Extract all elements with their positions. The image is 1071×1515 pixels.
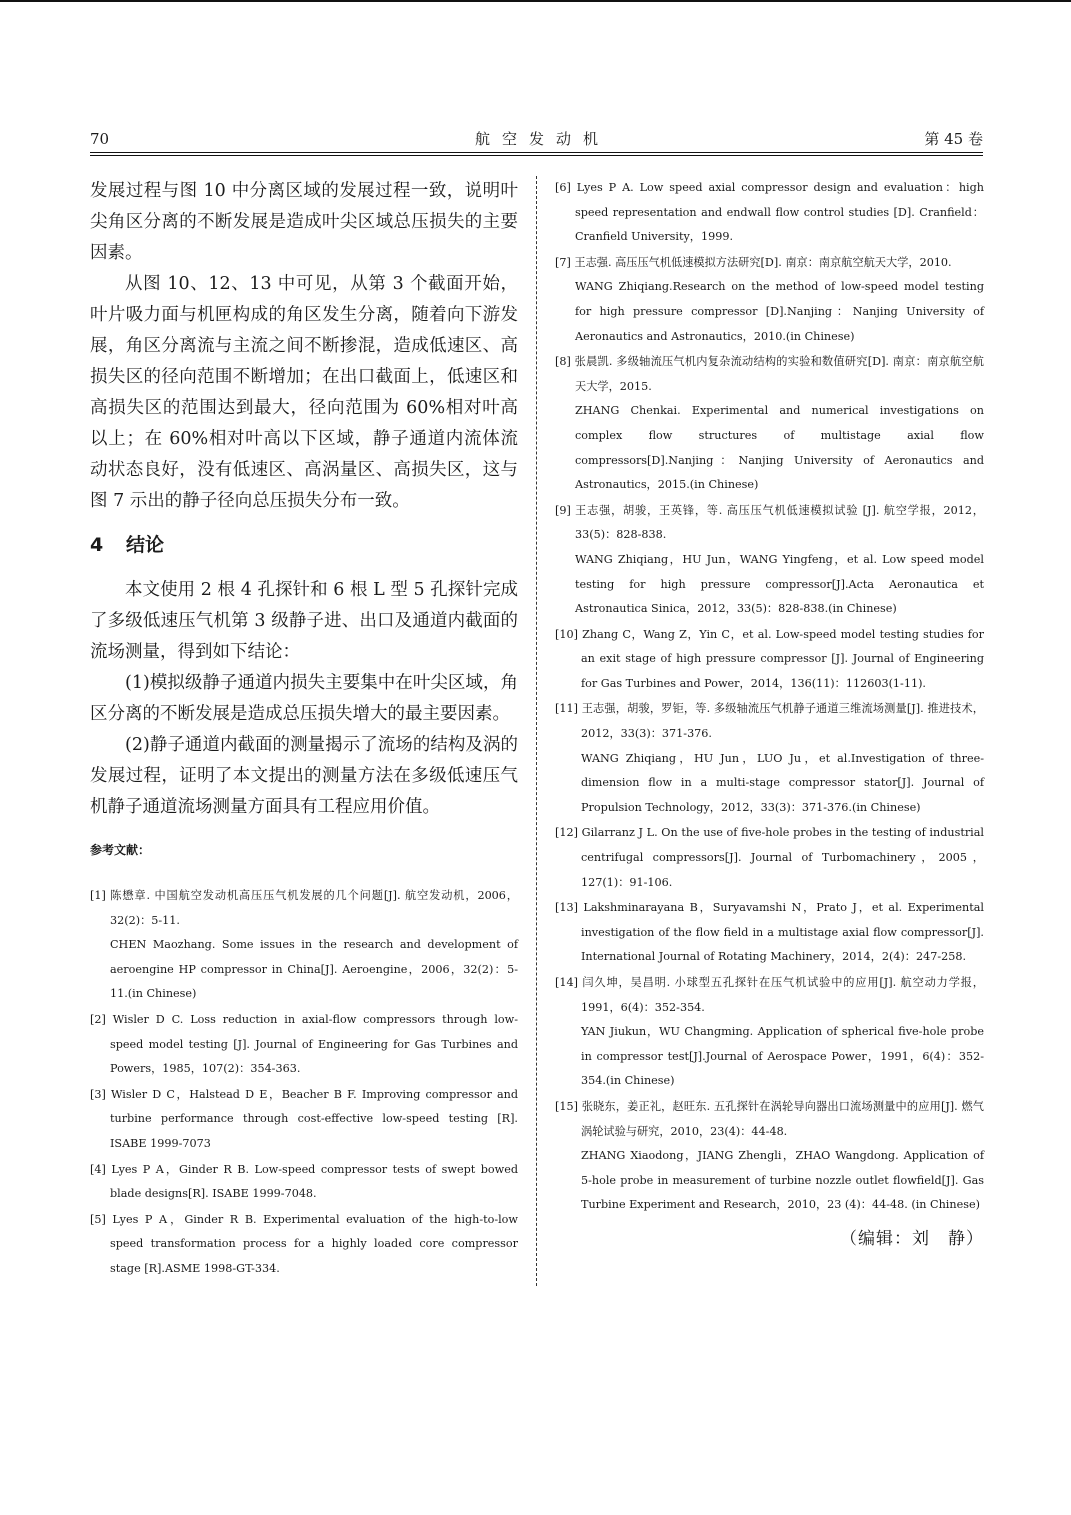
reference-item — [555, 499, 984, 622]
reference-translation: WANG Zhiqiang，HU Jun，WANG Yingfeng，et al. Low speed model testing for high pressure compressor[J].Acta Aeronautica et Astronautica Sinica，2012，33(5)：828-838.(in Chinese) — [575, 552, 984, 616]
reference-text: [2] Wisler D C. Loss reduction in axial-flow compressors through low-speed model testing [J]. Journal of Engineering for Gas Turbines and Powers，1985，107(2)：354-363. — [90, 1012, 518, 1076]
reference-item — [555, 176, 984, 250]
reference-item — [555, 821, 984, 895]
conclusion-paragraph: (2)静子通道内截面的测量揭示了流场的结构及涡的发展过程，证明了本文提出的测量方法在多级低速压气机静子通道流场测量方面具有工程应用价值。 — [90, 735, 518, 817]
reference-text: [5] Lyes P A，Ginder R B. Experimental evaluation of the high-to-low speed transformation process for a highly loaded core compressor stage [R].ASME 1998-GT-334. — [90, 1212, 518, 1275]
reference-item — [555, 896, 984, 970]
reference-item — [90, 1083, 518, 1157]
reference-translation: YAN Jiukun，WU Changming. Application of spherical five-hole probe in compressor test[J].Journal of Aerospace Power，1991，6(4)：352-354.(in Chinese) — [581, 1025, 984, 1088]
references-title: 参考文献： — [90, 843, 151, 857]
left-column — [90, 176, 518, 1283]
section-title: 结论 — [126, 534, 165, 556]
reference-item — [555, 1095, 984, 1218]
reference-translation: CHEN Maozhang. Some issues in the research and development of aeroengine HP compressor in China[J]. Aeroengine，2006，32(2)：5-11.(in Chinese) — [110, 938, 518, 1001]
reference-item — [90, 1208, 518, 1282]
right-column — [555, 176, 984, 1249]
reference-translation: ZHANG Chenkai. Experimental and numerical investigations on complex flow structures of multistage axial flow compressors[D].Nanjing：Nanjing University of Aeronautics and Astronautics，2015.(in Chinese) — [575, 404, 984, 492]
top-border-line — [0, 0, 1071, 2]
journal-title: 航空发动机 — [474, 130, 610, 148]
reference-item — [555, 623, 984, 697]
reference-text: [11] 王志强，胡骏，罗钜，等. 多级轴流压气机静子通道三维流场测量[J]. 推进技术，2012，33(3)：371-376. — [555, 702, 984, 741]
page-number: 70 — [90, 130, 110, 148]
reference-text: [10] Zhang C，Wang Z，Yin C，et al. Low-speed model testing studies for an exit stage of high pressure compressor [J]. Journal of Engineering for Gas Turbines and Power，2014，136(11)：112603(1-11). — [555, 627, 984, 690]
reference-item — [555, 697, 984, 820]
reference-text: [9] 王志强，胡骏，王英锋，等. 高压压气机低速模拟试验 [J]. 航空学报，2012，33(5)：828-838. — [555, 503, 984, 542]
body-paragraph: 从图 10、12、13 中可见，从第 3 个截面开始，叶片吸力面与机匣构成的角区发生分离，随着向下游发展，角区分离流与主流之间不断掺混，造成低速区、高损失区的径向范围不断增加；在出口截面上，低速区和高损失区的范围达到最大，径向范围为 60%相对叶高以上；在 60%相对叶高以下区域，静子通道内流体流动状态良好，没有低速区、高涡量区、高损失区，这与图 7 示出的静子径向总压损失分布一致。 — [90, 274, 518, 511]
section-number: 4 — [90, 534, 104, 556]
reference-item — [90, 1008, 518, 1082]
reference-item — [90, 1158, 518, 1207]
reference-text: [8] 张晨凯. 多级轴流压气机内复杂流动结构的实验和数值研究[D]. 南京：南京航空航天大学，2015. — [555, 355, 984, 393]
reference-translation: WANG Zhiqiang.Research on the method of low-speed model testing for high pressure compressor [D].Nanjing：Nanjing University of Aeronautics and Astronautics，2010.(in Chinese) — [575, 280, 984, 343]
running-header — [90, 128, 983, 150]
header-rule-thin — [90, 155, 983, 156]
volume-label: 第 45 卷 — [924, 130, 983, 148]
reference-item — [555, 971, 984, 1094]
reference-text: [1] 陈懋章. 中国航空发动机高压压气机发展的几个问题[J]. 航空发动机，2006，32(2)：5-11. — [90, 889, 518, 927]
reference-translation: WANG Zhiqiang，HU Jun，LUO Ju，et al.Investigation of three-dimension flow in a multi-stage compressor stator[J]. Journal of Propulsion Technology，2012，33(3)：371-376.(in Chinese) — [581, 751, 984, 814]
column-divider — [536, 176, 537, 1286]
section-heading — [90, 531, 518, 559]
conclusion-paragraph: 本文使用 2 根 4 孔探针和 6 根 L 型 5 孔探针完成了多级低速压气机第 3 级静子进、出口及通道内截面的流场测量，得到如下结论： — [90, 580, 518, 662]
reference-text: [6] Lyes P A. Low speed axial compressor design and evaluation：high speed representation and endwall flow control studies [D]. Cranfield：Cranfield University，1999. — [555, 181, 984, 244]
reference-text: [14] 闫久坤，吴昌明. 小球型五孔探针在压气机试验中的应用[J]. 航空动力学报，1991，6(4)：352-354. — [555, 976, 984, 1014]
conclusion-paragraph: (1)模拟级静子通道内损失主要集中在叶尖区域，角区分离的不断发展是造成总压损失增大的最主要因素。 — [90, 673, 518, 724]
editor-credit: （编辑：刘 静） — [840, 1228, 984, 1249]
reference-item — [555, 251, 984, 349]
reference-translation: ZHANG Xiaodong，JIANG Zhengli，ZHAO Wangdong. Application of 5-hole probe in measurement of turbine nozzle outlet flowfield[J]. Gas Turbine Experiment and Research，2010，23 (4)：44-48. (in Chinese) — [581, 1149, 984, 1212]
reference-text: [15] 张晓东，姜正礼，赵旺东. 五孔探针在涡轮导向器出口流场测量中的应用[J]. 燃气涡轮试验与研究，2010，23(4)：44-48. — [555, 1099, 984, 1138]
body-paragraph: 发展过程与图 10 中分离区域的发展过程一致，说明叶尖角区分离的不断发展是造成叶尖区域总压损失的主要因素。 — [90, 181, 518, 263]
reference-text: [3] Wisler D C，Halstead D E，Beacher B F. Improving compressor and turbine performance through cost-effective low-speed testing [R]. ISABE 1999-7073 — [90, 1087, 518, 1150]
reference-text: [12] Gilarranz J L. On the use of five-hole probes in the testing of industrial centrifugal compressors[J]. Journal of Turbomachinery，2005，127(1)：91-106. — [555, 826, 984, 889]
header-rule — [90, 152, 983, 153]
reference-item — [555, 350, 984, 498]
reference-item — [90, 884, 518, 1007]
reference-text: [7] 王志强. 高压压气机低速模拟方法研究[D]. 南京：南京航空航天大学，2010. — [555, 255, 952, 269]
reference-text: [13] Lakshminarayana B，Suryavamshi N，Prato J，et al. Experimental investigation of the flow field in a multistage axial flow compressor[J]. International Journal of Rotating Machinery，2014，2(4)：247-258. — [555, 901, 984, 964]
reference-text: [4] Lyes P A，Ginder R B. Low-speed compressor tests of swept bowed blade designs[R]. ISABE 1999-7048. — [90, 1162, 518, 1201]
